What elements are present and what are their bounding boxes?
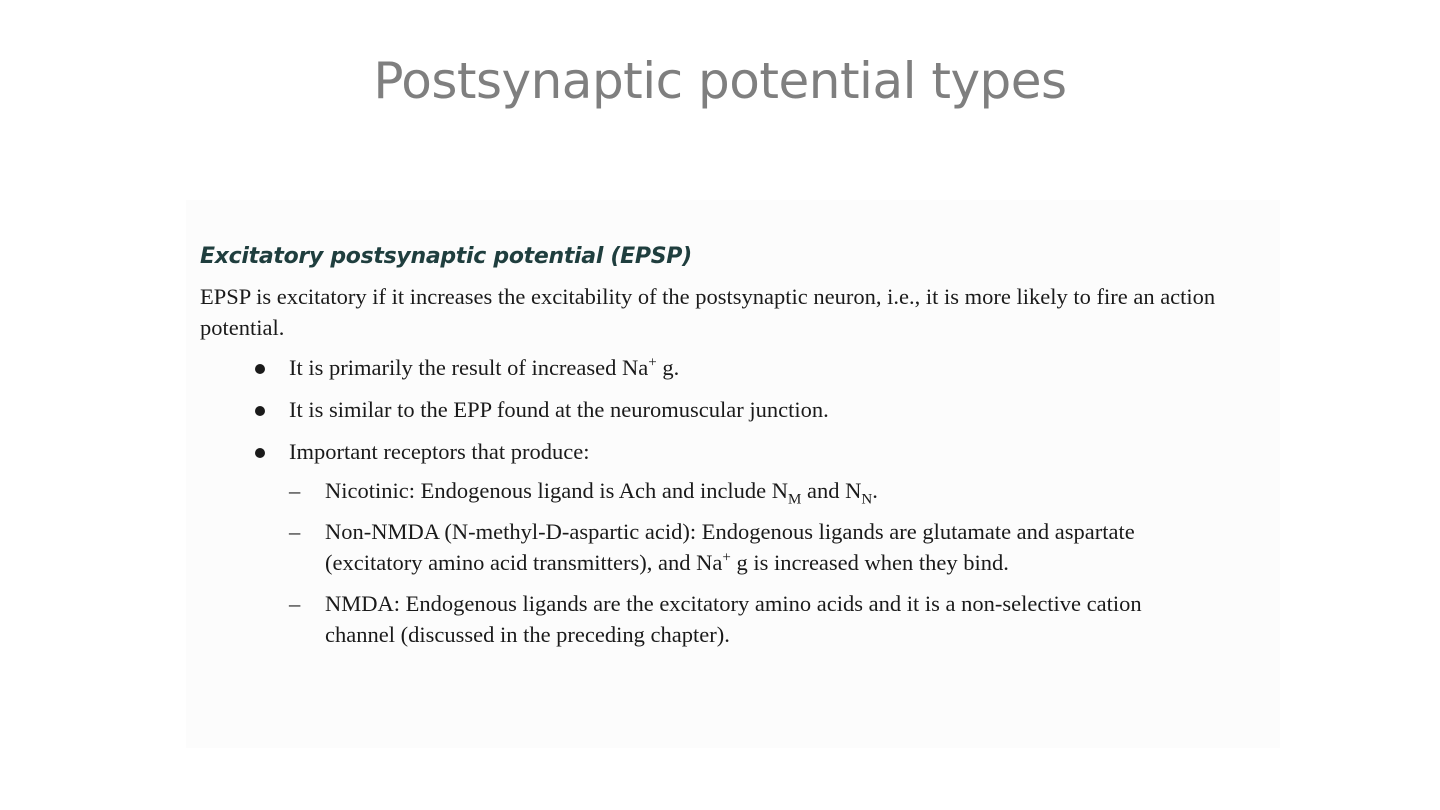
- section-heading: Excitatory postsynaptic potential (EPSP): [200, 244, 692, 269]
- dash-marker: –: [289, 478, 301, 503]
- bullet-text: g.: [656, 355, 680, 380]
- bullet-list: [200, 352, 1280, 650]
- dash-marker: –: [289, 519, 301, 544]
- subscript: M: [788, 491, 802, 508]
- superscript: +: [648, 354, 657, 371]
- sub-item-text: g is increased when they bind.: [730, 550, 1009, 575]
- bullet-text: Important receptors that produce:: [289, 439, 590, 464]
- intro-paragraph: EPSP is excitatory if it increases the excitability of the postsynaptic neuron, i.e., it is more likely to fire an action potential.: [200, 284, 1216, 340]
- bullet-item: [255, 352, 1280, 383]
- slide-title: Postsynaptic potential types: [373, 52, 1067, 110]
- sub-item-text: Non-NMDA (N-methyl-D-aspartic acid): Endogenous ligands are glutamate and aspartate (excitatory amino acid transmitters), and Na: [325, 519, 1135, 575]
- bullet-dot-icon: [255, 406, 265, 416]
- textbook-excerpt: [186, 200, 1280, 748]
- sub-item-text: and N: [801, 478, 862, 503]
- subscript: N: [861, 491, 873, 508]
- bullet-item: [255, 394, 1280, 425]
- bullet-text: It is primarily the result of increased Na: [289, 355, 649, 380]
- sub-item-text: .: [872, 478, 878, 503]
- sub-list: [289, 475, 1280, 650]
- sub-item: [289, 475, 1205, 506]
- superscript: +: [722, 549, 731, 566]
- bullet-dot-icon: [255, 448, 265, 458]
- bullet-text: It is similar to the EPP found at the neuromuscular junction.: [289, 397, 829, 422]
- bullet-dot-icon: [255, 364, 265, 374]
- sub-item: [289, 516, 1205, 578]
- bullet-item: [255, 436, 1280, 650]
- sub-item: [289, 588, 1205, 650]
- dash-marker: –: [289, 591, 301, 616]
- sub-item-text: NMDA: Endogenous ligands are the excitatory amino acids and it is a non-selective cation channel (discussed in the preceding chapter).: [325, 591, 1142, 647]
- sub-item-text: Nicotinic: Endogenous ligand is Ach and include N: [325, 478, 789, 503]
